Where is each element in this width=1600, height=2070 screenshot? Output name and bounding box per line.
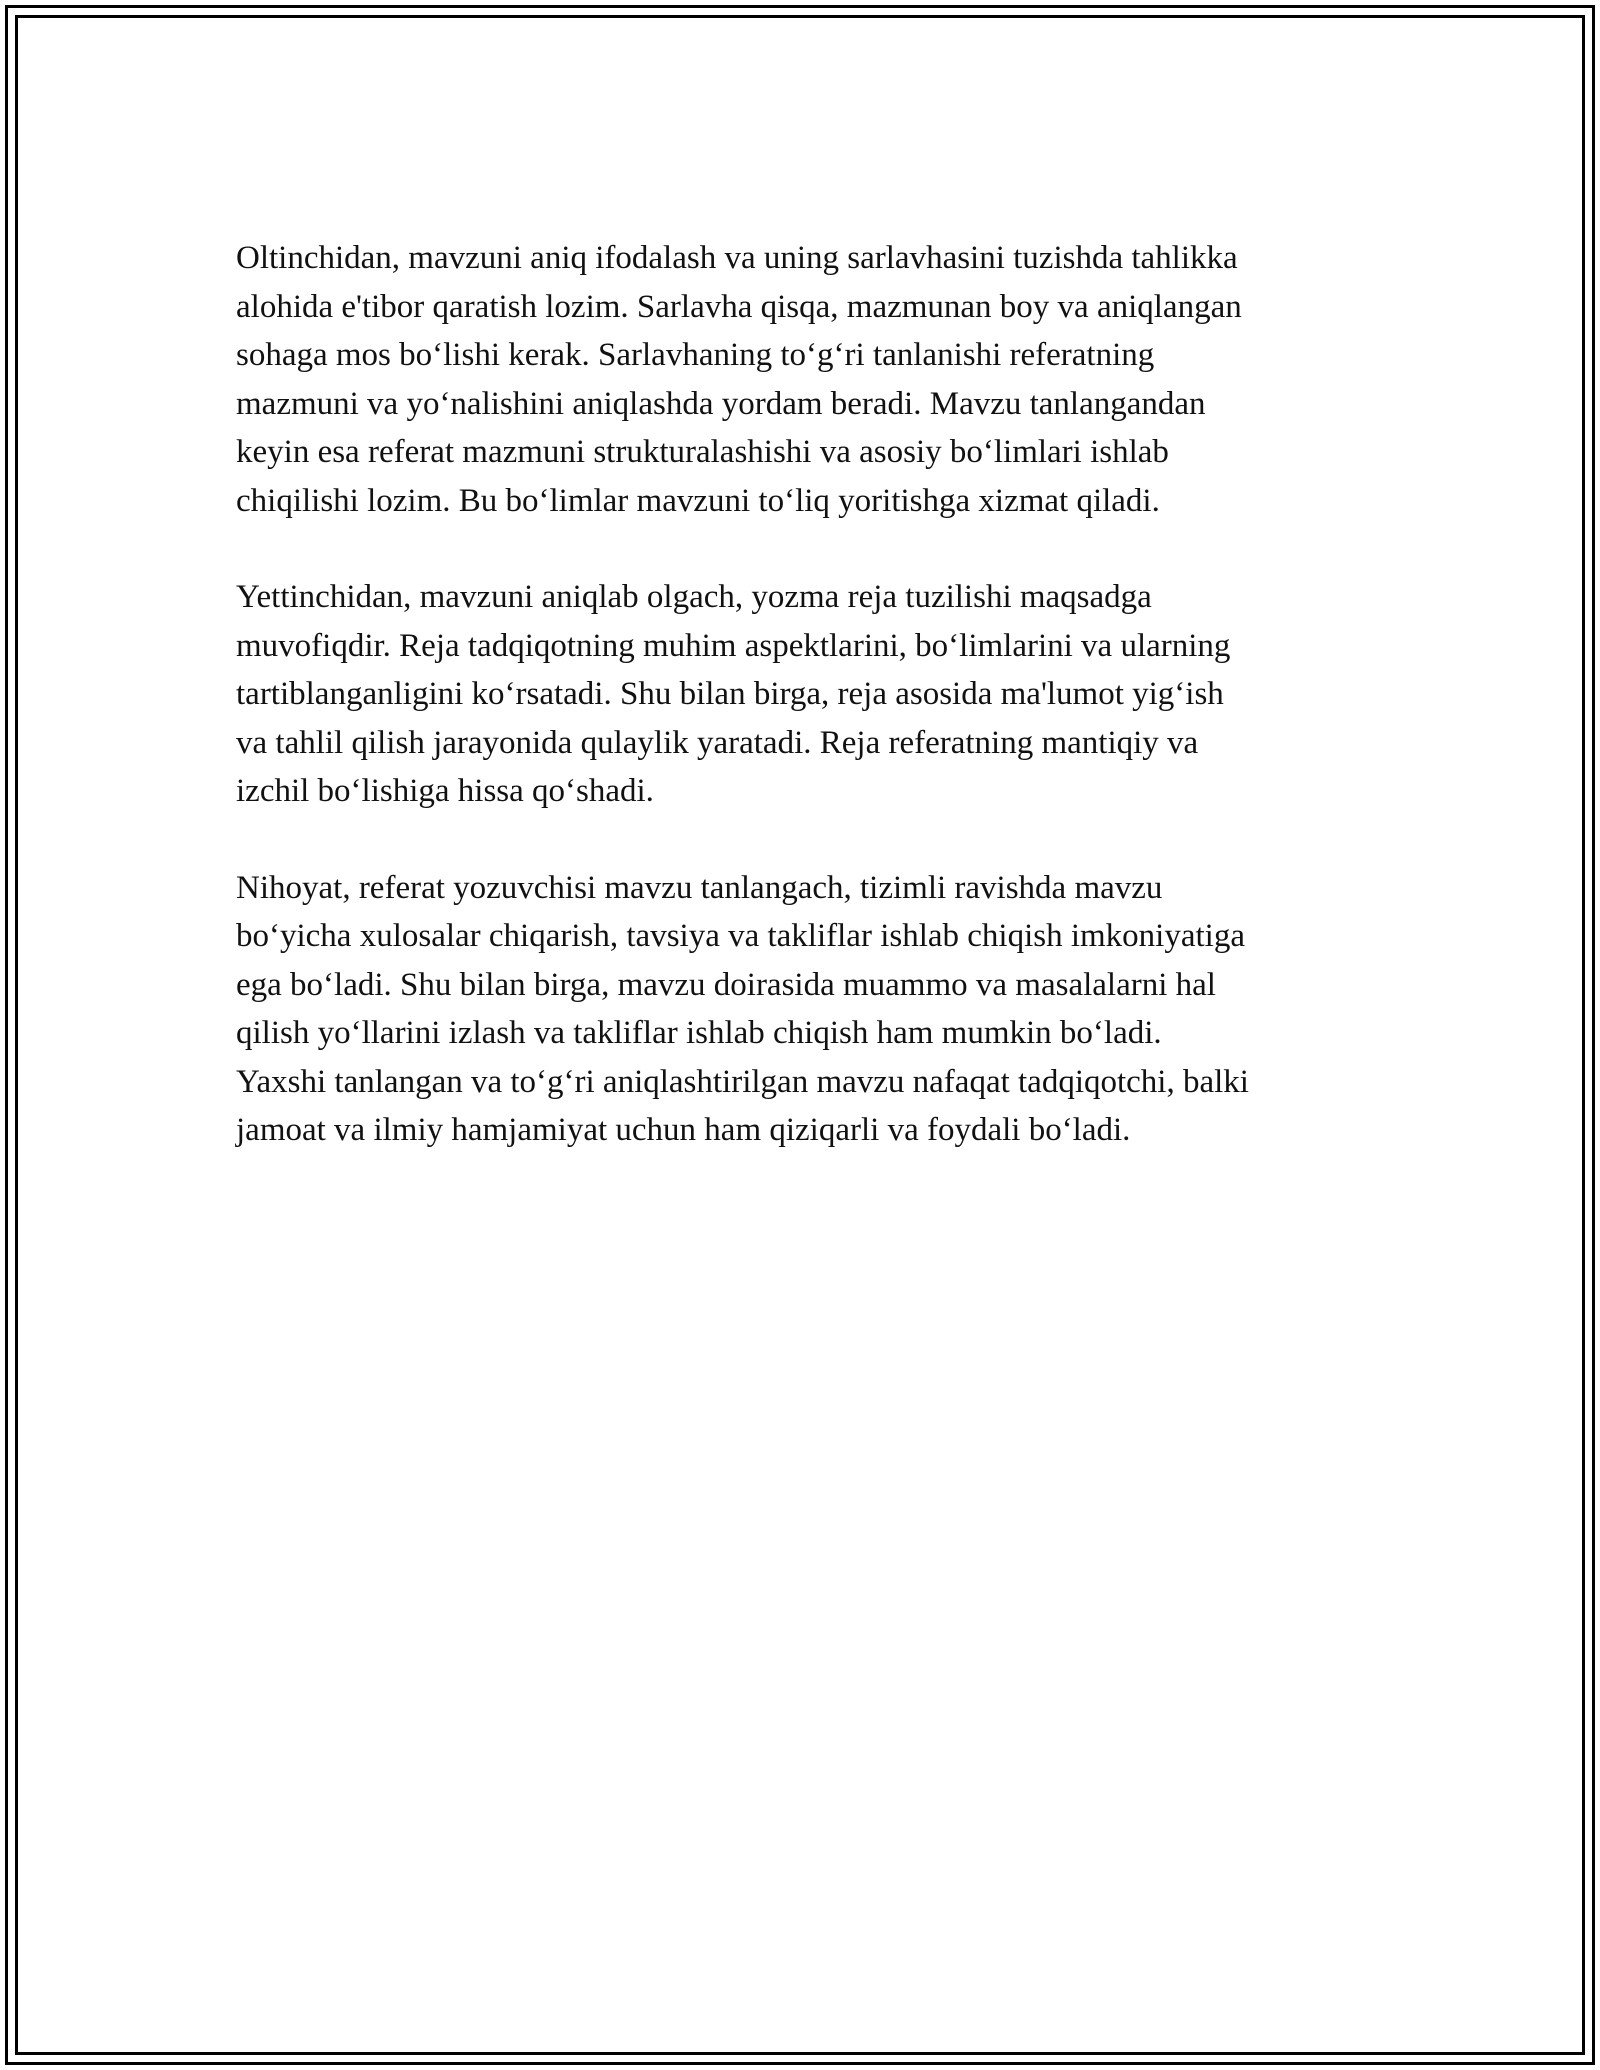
- document-body: [236, 234, 1376, 1203]
- paragraph-nihoyat: Nihoyat, referat yozuvchisi mavzu tanlangach, tizimli ravishda mavzu bo‘yicha xulosalar chiqarish, tavsiya va takliflar ishlab chiqish imkoniyatiga ega bo‘ladi. Shu bilan birga, mavzu doirasida muammo va masalalarni hal qilish yo‘llarini izlash va takliflar ishlab chiqish ham mumkin bo‘ladi. Yaxshi tanlangan va to‘g‘ri aniqlashtirilgan mavzu nafaqat tadqiqotchi, balki jamoat va ilmiy hamjamiyat uchun ham qiziqarli va foydali bo‘ladi.: [236, 869, 1249, 1148]
- paragraph-oltinchidan: Oltinchidan, mavzuni aniq ifodalash va uning sarlavhasini tuzishda tahlikka alohida e'tibor qaratish lozim. Sarlavha qisqa, mazmunan boy va aniqlangan sohaga mos bo‘lishi kerak. Sarlavhaning to‘g‘ri tanlanishi referatning mazmuni va yo‘nalishini aniqlashda yordam beradi. Mavzu tanlangandan keyin esa referat mazmuni strukturalashishi va asosiy bo‘limlari ishlab chiqilishi lozim. Bu bo‘limlar mavzuni to‘liq yoritishga xizmat qiladi.: [236, 240, 1242, 519]
- paragraph-yettinchidan: Yettinchidan, mavzuni aniqlab olgach, yozma reja tuzilishi maqsadga muvofiqdir. Reja tadqiqotning muhim aspektlarini, bo‘limlarini va ularning tartiblanganligini ko‘rsatadi. Shu bilan birga, reja asosida ma'lumot yig‘ish va tahlil qilish jarayonida qulaylik yaratadi. Reja referatning mantiqiy va izchil bo‘lishiga hissa qo‘shadi.: [236, 579, 1231, 809]
